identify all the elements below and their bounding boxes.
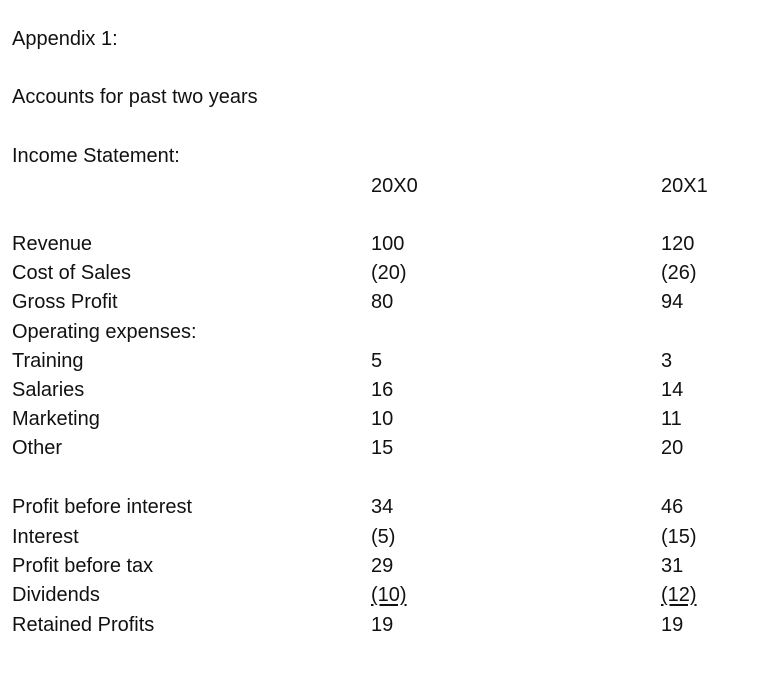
row-label: Profit before interest [12,496,193,518]
row-label: Other [12,437,63,459]
row-label: Training [12,350,84,372]
row-label: Dividends [12,584,100,606]
value-20x0: 100 [371,233,405,255]
row-label: Marketing [12,408,100,430]
row-label: Retained Profits [12,614,155,636]
value-20x1: (12) [661,584,697,606]
value-20x0: 29 [371,555,394,577]
value-20x1: 3 [661,350,673,372]
value-20x1: 14 [661,379,684,401]
value-20x1: 11 [661,408,682,430]
value-20x1: 20 [661,437,684,459]
column-header-20x0: 20X0 [371,175,418,197]
row-label: Gross Profit [12,291,118,313]
value-20x1: (26) [661,262,697,284]
value-20x1: 31 [661,555,684,577]
row-label: Interest [12,526,79,548]
value-20x0: 5 [371,350,383,372]
value-20x0: 16 [371,379,394,401]
row-label: Cost of Sales [12,262,131,284]
row-label: Revenue [12,233,93,255]
value-20x0: (5) [371,526,396,548]
column-header-20x1: 20X1 [661,175,708,197]
document-subtitle: Accounts for past two years [12,86,258,108]
value-20x0: 15 [371,437,394,459]
value-20x1: 19 [661,614,684,636]
value-20x1: 94 [661,291,684,313]
row-label: Salaries [12,379,85,401]
section-heading: Income Statement: [12,145,180,167]
value-20x0: 80 [371,291,394,313]
value-20x1: 120 [661,233,695,255]
value-20x0: (10) [371,584,407,606]
value-20x0: 10 [371,408,394,430]
appendix-heading: Appendix 1: [12,28,118,50]
value-20x1: (15) [661,526,697,548]
value-20x1: 46 [661,496,684,518]
value-20x0: 19 [371,614,394,636]
value-20x0: 34 [371,496,394,518]
value-20x0: (20) [371,262,407,284]
row-label: Profit before tax [12,555,154,577]
row-label: Operating expenses: [12,321,197,343]
